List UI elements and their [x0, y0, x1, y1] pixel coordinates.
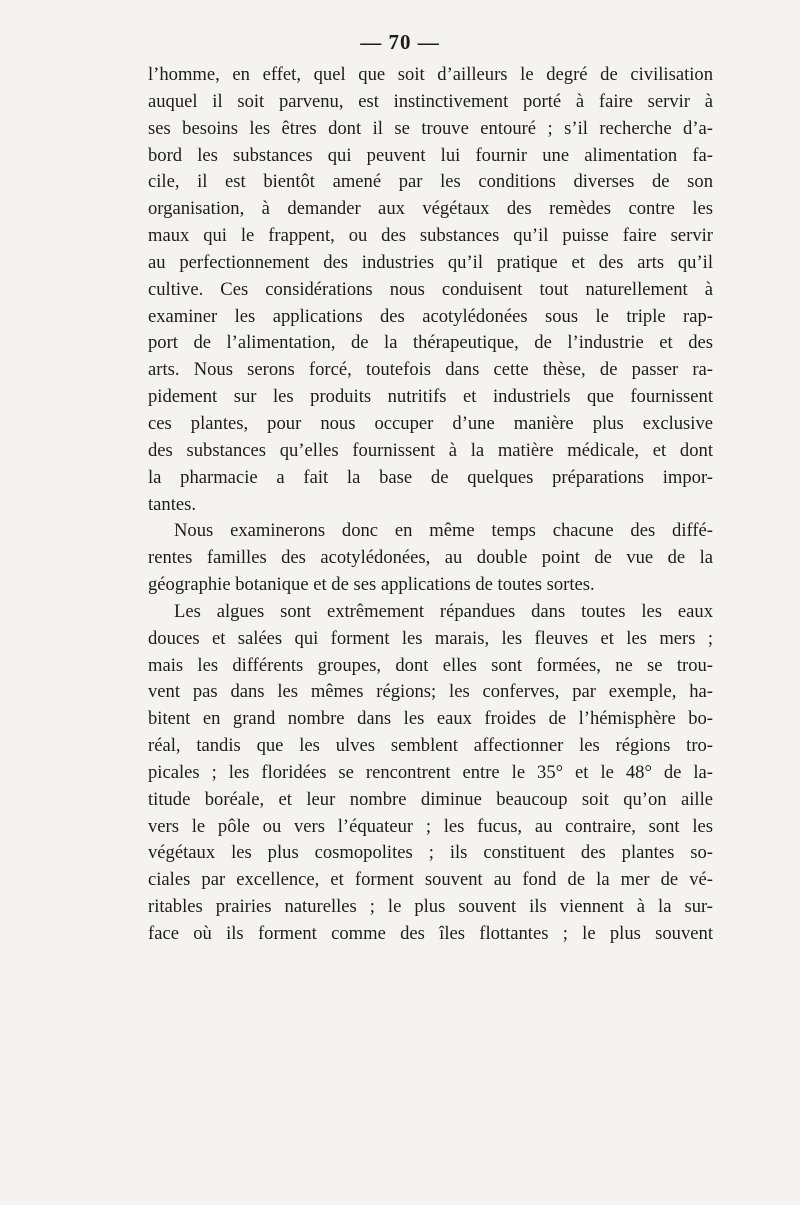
text-line: douces et salées qui forment les marais, les fleuves et les mers ; — [148, 627, 713, 649]
text-line: bord les substances qui peuvent lui fournir une alimentation fa- — [148, 144, 713, 166]
text-line: ces plantes, pour nous occuper d’une manière plus exclusive — [148, 412, 713, 434]
text-line: maux qui le frappent, ou des substances qu’il puisse faire servir — [148, 225, 713, 247]
text-line: auquel il soit parvenu, est instinctivement porté à faire servir à — [148, 90, 713, 112]
paragraph-start-line: Les algues sont extrêmement répandues dans toutes les eaux — [174, 600, 713, 622]
text-line: titude boréale, et leur nombre diminue beaucoup soit qu’on aille — [148, 788, 713, 810]
text-line: organisation, à demander aux végétaux des remèdes contre les — [148, 198, 713, 220]
paragraph-end-line: géographie botanique et de ses applications de toutes sortes. — [148, 574, 595, 596]
text-line: ritables prairies naturelles ; le plus souvent ils viennent à la sur- — [148, 896, 713, 918]
text-line: mais les différents groupes, dont elles sont formées, ne se trou- — [148, 654, 713, 676]
text-line: ciales par excellence, et forment souvent au fond de la mer de vé- — [148, 869, 713, 891]
text-line: au perfectionnement des industries qu’il pratique et des arts qu’il — [148, 251, 713, 273]
text-line: face où ils forment comme des îles flottantes ; le plus souvent — [148, 923, 713, 944]
text-line: port de l’alimentation, de la thérapeutique, de l’industrie et des — [148, 332, 713, 354]
text-line: cile, il est bientôt amené par les conditions diverses de son — [148, 171, 713, 193]
text-line: vers le pôle ou vers l’équateur ; les fucus, au contraire, sont les — [148, 815, 713, 837]
text-line: bitent en grand nombre dans les eaux froides de l’hémisphère bo- — [148, 708, 713, 730]
paragraph-start-line: Nous examinerons donc en même temps chacune des diffé- — [174, 520, 713, 542]
text-line: réal, tandis que les ulves semblent affectionner les régions tro- — [148, 735, 713, 757]
text-line: pidement sur les produits nutritifs et industriels que fournissent — [148, 386, 713, 408]
text-line: cultive. Ces considérations nous conduisent tout naturellement à — [148, 278, 713, 300]
text-line: des substances qu’elles fournissent à la matière médicale, et dont — [148, 439, 713, 461]
text-line: ses besoins les êtres dont il se trouve entouré ; s’il recherche d’a- — [148, 117, 713, 139]
text-line: l’homme, en effet, quel que soit d’ailleurs le degré de civilisation — [148, 64, 713, 85]
text-line: arts. Nous serons forcé, toutefois dans cette thèse, de passer ra- — [148, 359, 713, 381]
text-line: examiner les applications des acotylédonées sous le triple rap- — [148, 305, 713, 327]
text-line: vent pas dans les mêmes régions; les conferves, par exemple, ha- — [148, 681, 713, 703]
text-line: rentes familles des acotylédonées, au double point de vue de la — [148, 547, 713, 569]
text-line: la pharmacie a fait la base de quelques préparations impor- — [148, 466, 713, 488]
text-line: picales ; les floridées se rencontrent entre le 35° et le 48° de la- — [148, 761, 713, 783]
paragraph-end-line: tantes. — [148, 493, 197, 515]
body-text — [148, 62, 713, 948]
text-line: végétaux les plus cosmopolites ; ils constituent des plantes so- — [148, 842, 713, 864]
page-number-header: — 70 — — [360, 30, 440, 54]
